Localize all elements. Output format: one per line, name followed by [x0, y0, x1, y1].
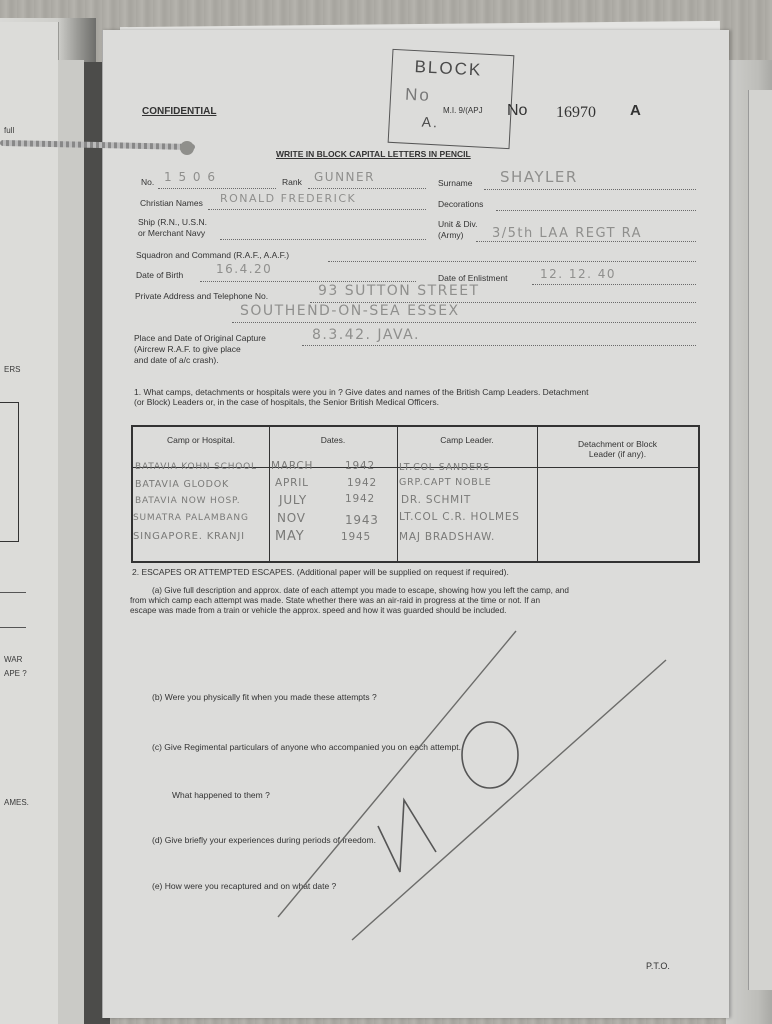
unit-label-1: Unit & Div. — [438, 219, 478, 229]
q2-e: (e) How were you recaptured and on what date ? — [152, 881, 337, 891]
address-value-2: SOUTHEND-ON-SEA ESSEX — [240, 303, 460, 319]
row-4-camp: SUMATRA PALAMBANG — [133, 513, 249, 523]
header-detachment: Detachment or Block — [578, 439, 657, 449]
address-label: Private Address and Telephone No. — [135, 291, 269, 301]
pto-label: P.T.O. — [646, 961, 670, 971]
q2-a-line-3: escape was made from a train or vehicle the approx. speed and how it was guarded should be included. — [130, 606, 507, 615]
q1-text-2: (or Block) Leaders or, in the case of hospitals, the Senior British Medical Officers. — [134, 397, 440, 407]
number-suffix: A — [630, 102, 641, 119]
capture-value: 8.3.42. JAVA. — [312, 327, 420, 343]
left-fragment: full — [4, 126, 15, 135]
row-3-year: 1942 — [345, 493, 375, 505]
pencil-letter-n — [378, 800, 436, 872]
form-number: 16970 — [556, 104, 596, 121]
q2-d: (d) Give briefly your experiences during periods of freedom. — [152, 835, 376, 845]
capture-label-1: Place and Date of Original Capture — [134, 333, 266, 343]
dob-value: 16.4.20 — [216, 262, 273, 276]
strike-line-right — [352, 660, 666, 940]
capture-label-2: (Aircrew R.A.F. to give place — [134, 344, 241, 354]
enlistment-label: Date of Enlistment — [438, 273, 508, 283]
decorations-label: Decorations — [438, 199, 484, 209]
header-dates: Dates. — [320, 435, 346, 445]
q2-b: (b) Were you physically fit when you made these attempts ? — [152, 692, 377, 702]
christian-names-value: RONALD FREDERICK — [220, 192, 357, 205]
number-prefix: No — [507, 102, 528, 119]
row-4-leader: LT.COL C.R. HOLMES — [399, 511, 520, 523]
row-5-leader: MAJ BRADSHAW. — [399, 531, 496, 543]
rank-label: Rank — [282, 177, 302, 187]
dob-label: Date of Birth — [136, 270, 184, 280]
confidential-label: CONFIDENTIAL — [142, 106, 217, 117]
q2-c: (c) Give Regimental particulars of anyone who accompanied you on each attempt. — [152, 742, 461, 752]
no-label: No. — [141, 177, 155, 187]
row-5-camp: SINGAPORE. KRANJI — [133, 531, 245, 542]
row-3-camp: BATAVIA NOW HOSP. — [135, 496, 241, 506]
row-1-camp: BATAVIA KOHN SCHOOL — [135, 462, 257, 472]
christian-names-label: Christian Names — [140, 198, 203, 208]
row-4-month: NOV — [277, 511, 306, 525]
header-camp: Camp or Hospital. — [166, 435, 236, 445]
q2-a-line-1: (a) Give full description and approx. date of each attempt you made to escape, showing how you left the camp, and — [152, 586, 569, 595]
form-code: M.I. 9/(APJ — [443, 106, 483, 115]
stamp-line-1: BLOCK — [414, 57, 483, 80]
capture-label-3: and date of a/c crash). — [134, 355, 219, 365]
unit-value: 3/5th LAA REGT RA — [492, 226, 643, 241]
row-1-leader: LT.COL SANDERS — [399, 462, 491, 473]
strike-line-left — [278, 631, 516, 917]
row-3-month: JULY — [279, 493, 307, 507]
left-fragment: APE ? — [4, 669, 27, 678]
row-5-month: MAY — [275, 529, 305, 544]
surname-value: SHAYLER — [500, 168, 578, 186]
instruction-heading: WRITE IN BLOCK CAPITAL LETTERS IN PENCIL — [276, 149, 471, 159]
enlistment-value: 12. 12. 40 — [540, 267, 617, 281]
row-2-leader: GRP.CAPT NOBLE — [399, 477, 492, 488]
row-5-year: 1945 — [341, 531, 371, 543]
stamp-line-3: A. — [421, 113, 440, 131]
ship-label-2: or Merchant Navy — [138, 228, 206, 238]
rank-value: GUNNER — [314, 170, 375, 184]
row-2-camp: BATAVIA GLODOK — [135, 479, 230, 490]
address-value-1: 93 SUTTON STREET — [318, 283, 480, 299]
header-detachment-2: Leader (if any). — [588, 449, 647, 459]
row-2-month: APRIL — [275, 477, 309, 489]
pencil-letter-o — [462, 722, 518, 788]
surname-label: Surname — [438, 178, 473, 188]
row-4-year: 1943 — [345, 513, 379, 527]
no-value: 1 5 0 6 — [164, 170, 217, 184]
left-fragment: WAR — [4, 655, 23, 664]
q2-a-line-2: from which camp each attempt was made. State whether there was an air-raid in progress at the time or not. If an — [130, 596, 541, 605]
ship-label-1: Ship (R.N., U.S.N. — [138, 217, 207, 227]
unit-label-2: (Army) — [438, 230, 464, 240]
stamp-line-2: No — [404, 84, 432, 105]
row-1-year: 1942 — [345, 460, 375, 472]
q2-c-followup: What happened to them ? — [172, 790, 270, 800]
q1-text-1: 1. What camps, detachments or hospitals were you in ? Give dates and names of the British Camp Leaders. Detachment — [134, 387, 589, 397]
left-fragment: AMES. — [4, 798, 29, 807]
q2-title: 2. ESCAPES OR ATTEMPTED ESCAPES. (Additional paper will be supplied on request if required). — [132, 567, 509, 577]
row-2-year: 1942 — [347, 477, 377, 489]
header-camp-leader: Camp Leader. — [440, 435, 494, 445]
row-1-month: MARCH — [271, 460, 314, 472]
left-fragment: ERS — [4, 365, 21, 374]
row-3-leader: DR. SCHMIT — [401, 494, 472, 506]
squadron-label: Squadron and Command (R.A.F., A.A.F.) — [136, 250, 290, 260]
